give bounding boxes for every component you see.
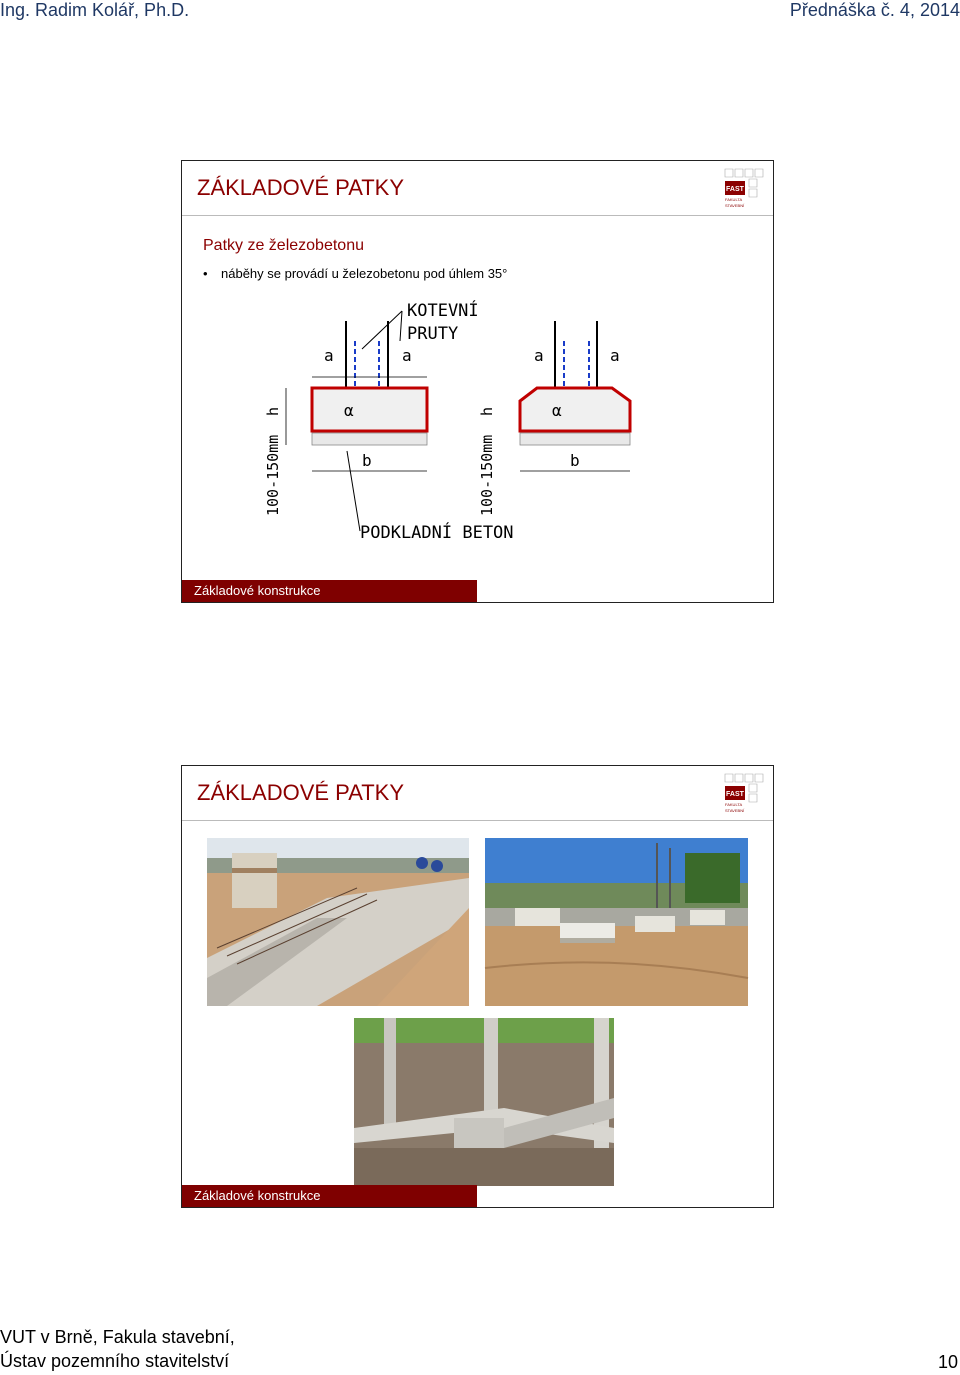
title-divider	[182, 820, 773, 821]
label-depth: 100-150mm	[264, 434, 282, 516]
slide-footer: Základové konstrukce	[182, 580, 477, 602]
label-kotevni: KOTEVNÍ	[407, 301, 479, 321]
label-a: a	[534, 346, 544, 365]
label-beton: PODKLADNÍ BETON	[360, 523, 514, 543]
bullet-text: náběhy se provádí u železobetonu pod úhlem 35°	[221, 266, 508, 281]
bullet-item	[203, 266, 507, 281]
logo-sub1: FAKULTA	[725, 802, 743, 807]
footing-right	[478, 321, 630, 516]
footing-left	[264, 321, 427, 516]
label-b: b	[362, 451, 372, 470]
label-h: h	[264, 406, 282, 416]
header-lecture: Přednáška č. 4, 2014	[789, 0, 960, 20]
slide-subtitle: Patky ze železobetonu	[203, 237, 364, 254]
slide-2	[181, 765, 774, 1208]
label-depth: 100-150mm	[478, 434, 496, 516]
label-alpha: α	[344, 401, 354, 420]
footer-institution	[0, 1325, 235, 1373]
slide-1	[181, 160, 774, 603]
label-alpha: α	[552, 401, 562, 420]
footing-diagram	[252, 291, 620, 551]
bullet-dot-icon: •	[203, 266, 208, 281]
label-pruty: PRUTY	[407, 324, 459, 344]
slide-footer: Základové konstrukce	[182, 1185, 477, 1207]
construction-photo-1	[207, 838, 469, 1006]
slide-title: ZÁKLADOVÉ PATKY	[197, 780, 405, 805]
fast-logo	[723, 167, 765, 211]
footer-line-2: Ústav pozemního stavitelství	[0, 1351, 230, 1371]
slide-title: ZÁKLADOVÉ PATKY	[197, 175, 405, 200]
footer-line-1: VUT v Brně, Fakula stavební,	[0, 1327, 235, 1347]
label-b: b	[570, 451, 580, 470]
logo-text: FAST	[726, 791, 744, 798]
logo-sub2: STAVEBNÍ	[725, 808, 745, 813]
construction-photo-2	[485, 838, 748, 1006]
header-author: Ing. Radim Kolář, Ph.D.	[0, 0, 190, 20]
title-divider	[182, 215, 773, 216]
page-number: 10	[937, 1352, 958, 1372]
logo-text: FAST	[726, 186, 744, 193]
label-a: a	[402, 346, 412, 365]
label-h: h	[478, 406, 496, 416]
label-a: a	[324, 346, 334, 365]
label-a: a	[610, 346, 620, 365]
logo-sub2: STAVEBNÍ	[725, 203, 745, 208]
construction-photo-3	[354, 1018, 614, 1186]
fast-logo	[723, 772, 765, 816]
logo-sub1: FAKULTA	[725, 197, 743, 202]
